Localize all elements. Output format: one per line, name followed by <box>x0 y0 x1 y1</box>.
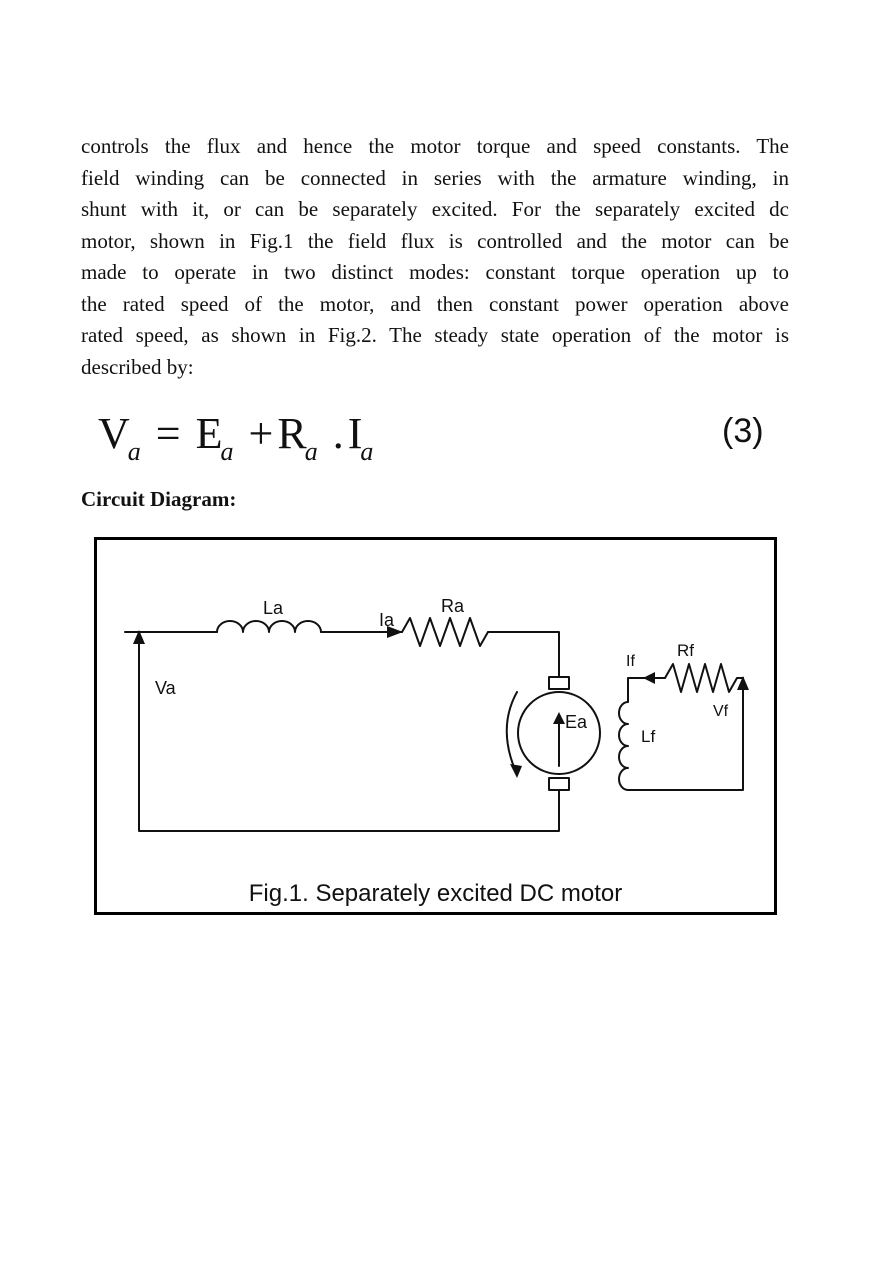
section-heading: Circuit Diagram: <box>81 487 237 511</box>
paragraph-line: made to operate in two distinct modes: constant torque operation up to <box>81 260 789 284</box>
paragraph-line: described by: <box>81 354 194 379</box>
paragraph-line: controls the flux and hence the motor torque and speed constants. The <box>81 134 789 158</box>
label-ia: Ia <box>379 610 395 630</box>
eq-dot: . <box>332 409 344 458</box>
paragraph-line: the rated speed of the motor, and then constant power operation above <box>81 291 789 316</box>
resistor-rf <box>665 664 743 692</box>
eq-plus: + <box>248 409 274 458</box>
paragraph-line: rated speed, as shown in Fig.2. The steady state operation of the motor is <box>81 323 789 347</box>
label-va: Va <box>155 678 176 698</box>
label-vf: Vf <box>713 703 729 720</box>
paragraph-line: motor, shown in Fig.1 the field flux is controlled and the motor can be <box>81 228 789 253</box>
resistor-ra <box>402 618 488 646</box>
eq-term-r: R <box>277 409 307 458</box>
circuit-diagram <box>97 540 774 912</box>
eq-equals: = <box>155 409 181 458</box>
if-arrowhead <box>643 672 655 684</box>
ea-arrowhead <box>553 712 565 724</box>
voltage-equation <box>98 408 374 466</box>
label-if: If <box>626 653 635 670</box>
body-paragraph <box>81 131 789 383</box>
eq-subscript: a <box>220 437 234 466</box>
equation-number: (3) <box>722 412 764 450</box>
label-lf: Lf <box>641 727 656 746</box>
label-ea: Ea <box>565 712 588 732</box>
eq-term-i: I <box>347 409 363 458</box>
label-rf: Rf <box>677 641 694 660</box>
rotation-arrow <box>507 692 517 772</box>
eq-term-v: V <box>98 409 130 458</box>
inductor-lf <box>619 702 628 790</box>
motor-brush-bottom <box>549 778 569 790</box>
eq-subscript: a <box>127 437 141 466</box>
paragraph-line: shunt with it, or can be separately excited. For the separately excited dc <box>81 197 789 221</box>
circuit-figure <box>94 537 777 915</box>
label-la: La <box>263 598 284 618</box>
wire <box>628 678 665 702</box>
motor-brush-top <box>549 677 569 689</box>
eq-term-e: E <box>195 409 223 458</box>
wire <box>488 632 559 677</box>
paragraph-line: field winding can be connected in series with the armature winding, in <box>81 165 789 190</box>
label-ra: Ra <box>441 596 465 616</box>
figure-caption: Fig.1. Separately excited DC motor <box>248 880 623 907</box>
eq-subscript: a <box>360 437 374 466</box>
eq-subscript: a <box>304 437 318 466</box>
wire <box>139 632 559 831</box>
rotation-arrowhead <box>510 764 522 778</box>
inductor-la <box>217 621 321 632</box>
